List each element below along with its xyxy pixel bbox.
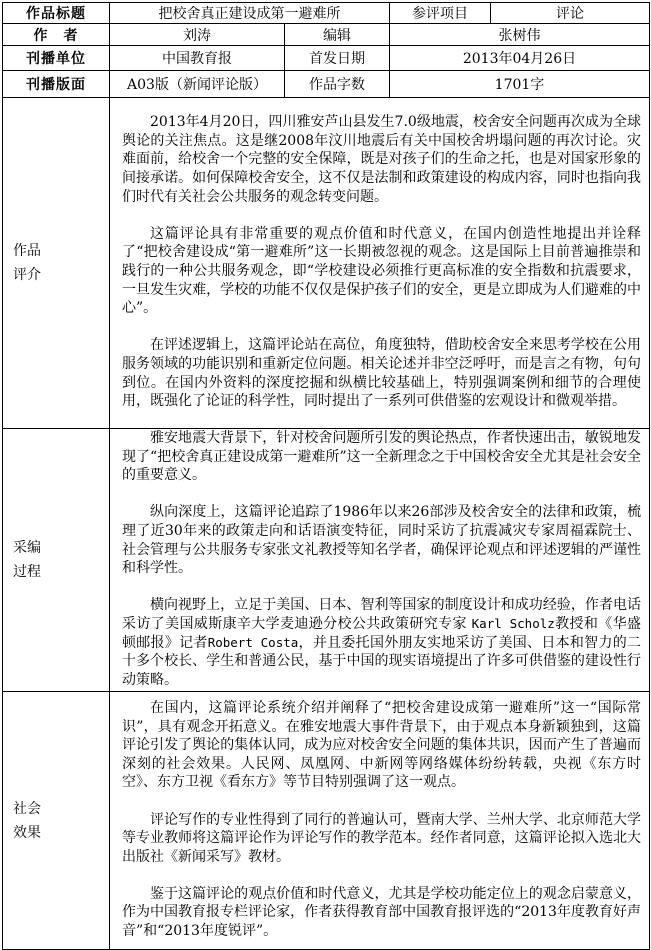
item-value: 评论	[491, 3, 650, 24]
effect-paragraph: 鉴于这篇评论的观点价值和时代意义，尤其是学校功能定位上的观念启蒙意义，作为中国教育报专栏评论家，作者获得教育部中国教育报评选的“2013年度教育好声音”和“2013年度锐评”。	[122, 885, 641, 940]
words-value: 1701字	[390, 71, 650, 98]
words-label: 作品字数	[285, 71, 390, 98]
evaluation-label-line2: 评介	[13, 267, 41, 283]
evaluation-label	[3, 98, 110, 429]
effect-label	[3, 692, 110, 950]
evaluation-paragraph: 2013年4月20日，四川雅安芦山县发生7.0级地震，校舍安全问题再次成为全球舆论的关注焦点。这是继2008年汶川地震后有关中国校舍坍塌问题的再次讨论。灾难面前，给校舍一个完整的安全保障，既是对孩子们的生命之托，也是对国家形象的间接承诺。如何保障校舍安全，这不仅是法制和政策建设的构成内容，同时也指向我们时代有关社会公共服务的观念转变问题。	[122, 114, 641, 205]
evaluation-text	[110, 98, 650, 429]
editor-value: 张树伟	[390, 24, 650, 46]
process-p3-text: ，并且委托国外朋友实地采访了美国、日本和智力的二十多个校长、学生和普通公民，基于中国的现实语境提出了许多可供借鉴的建设性行动策略。	[122, 634, 642, 688]
row-title	[3, 3, 650, 24]
evaluation-label-line1: 作品	[13, 243, 41, 259]
process-label	[3, 429, 110, 692]
row-author	[3, 24, 650, 46]
process-paragraph: 雅安地震大背景下，针对校舍问题所引发的舆论热点，作者快速出击，敏锐地发现了“把校舍真正建设成第一避难所”这一全新理念之于中国校舍安全尤其是社会安全的重要意义。	[122, 430, 641, 484]
award-entry-form	[2, 2, 650, 950]
process-p3-text: 横向视野上，立足于美国、日本、智利等国家的制度设计和成功经验，作者电话采访了美国威斯康辛大学麦迪逊分校公共政策研究专家	[122, 597, 641, 632]
effect-label-line1: 社会	[13, 800, 41, 817]
effect-label-line2: 效果	[13, 824, 41, 841]
row-evaluation	[3, 98, 650, 429]
person-name: Robert Costa	[207, 634, 299, 650]
date-value: 2013年04月26日	[390, 46, 650, 71]
process-label-line1: 采编	[13, 540, 41, 557]
process-paragraph-3	[122, 596, 641, 689]
author-value: 刘涛	[110, 24, 285, 46]
publisher-value: 中国教育报	[110, 46, 285, 71]
effect-paragraph: 评论写作的专业性得到了同行的普遍认可，暨南大学、兰州大学、北京师范大学等专业教师将这篇评论作为评论写作的教学范本。经作者同意，这篇评论拟入选北大出版社《新闻采写》教材。	[122, 811, 641, 865]
page-value: A03版（新闻评论版）	[110, 71, 285, 98]
item-label: 参评项目	[390, 3, 491, 24]
evaluation-paragraph: 这篇评论具有非常重要的观点价值和时代意义，在国内创造性地提出并诠释了“把校舍建设成“第一避难所”这一长期被忽视的观念。这是国际上目前普遍推崇和践行的一种公共服务观念，即“学校建设必须推行更高标准的安全指数和抗震要求，一旦发生灾难，学校的功能不仅仅是保护孩子们的安全，更是立即成为人们避难的中心”。	[122, 225, 641, 317]
process-text	[110, 429, 650, 692]
page-label: 刊播版面	[3, 71, 110, 98]
evaluation-paragraph: 在评述逻辑上，这篇评论站在高位，角度独特，借助校舍安全来思考学校在公用服务领域的功能识别和重新定位问题。相关论述并非空泛呼吁，而是言之有物，句句到位。在国内外资料的深度挖掘和纵横比较基础上，特别强调案例和细节的合理使用，既强化了论证的科学性，同时提出了一系列可供借鉴的宏观设计和微观举措。	[122, 337, 641, 410]
row-publisher	[3, 46, 650, 71]
effect-text	[110, 692, 650, 950]
title-label: 作品标题	[3, 3, 110, 24]
person-name: Karl Scholz	[471, 615, 555, 631]
process-label-line2: 过程	[13, 564, 41, 581]
title-value: 把校舍真正建设成第一避难所	[110, 3, 390, 24]
date-label: 首发日期	[285, 46, 390, 71]
process-paragraph: 纵向深度上，这篇评论追踪了1986年以来26部涉及校舍安全的法律和政策，梳理了近30年来的政策走向和话语演变特征，同时采访了抗震减灾专家周福霖院士、社会管理与公共服务专家张文礼教授等知名学者，确保评论观点和评述逻辑的严谨性和科学性。	[122, 504, 641, 577]
row-page	[3, 71, 650, 98]
row-effect	[3, 692, 650, 950]
row-process	[3, 429, 650, 692]
publisher-label: 刊播单位	[3, 46, 110, 71]
author-label: 作 者	[3, 24, 110, 46]
editor-label: 编辑	[285, 24, 390, 46]
effect-paragraph: 在国内，这篇评论系统介绍并阐释了“把校舍建设成第一避难所”这一“国际常识”，具有观念开拓意义。在雅安地震大事件背景下，由于观点本身新颖独到，这篇评论引发了舆论的集体认同，成为应对校舍安全问题的集体共识，因而产生了普遍而深刻的社会效果。人民网、凤凰网、中新网等网络媒体纷纷转载，央视《东方时空》、东方卫视《看东方》等节目特别强调了这一观点。	[122, 699, 641, 791]
process-p3-text: 教授和《华盛顿邮报》记者	[122, 615, 641, 651]
